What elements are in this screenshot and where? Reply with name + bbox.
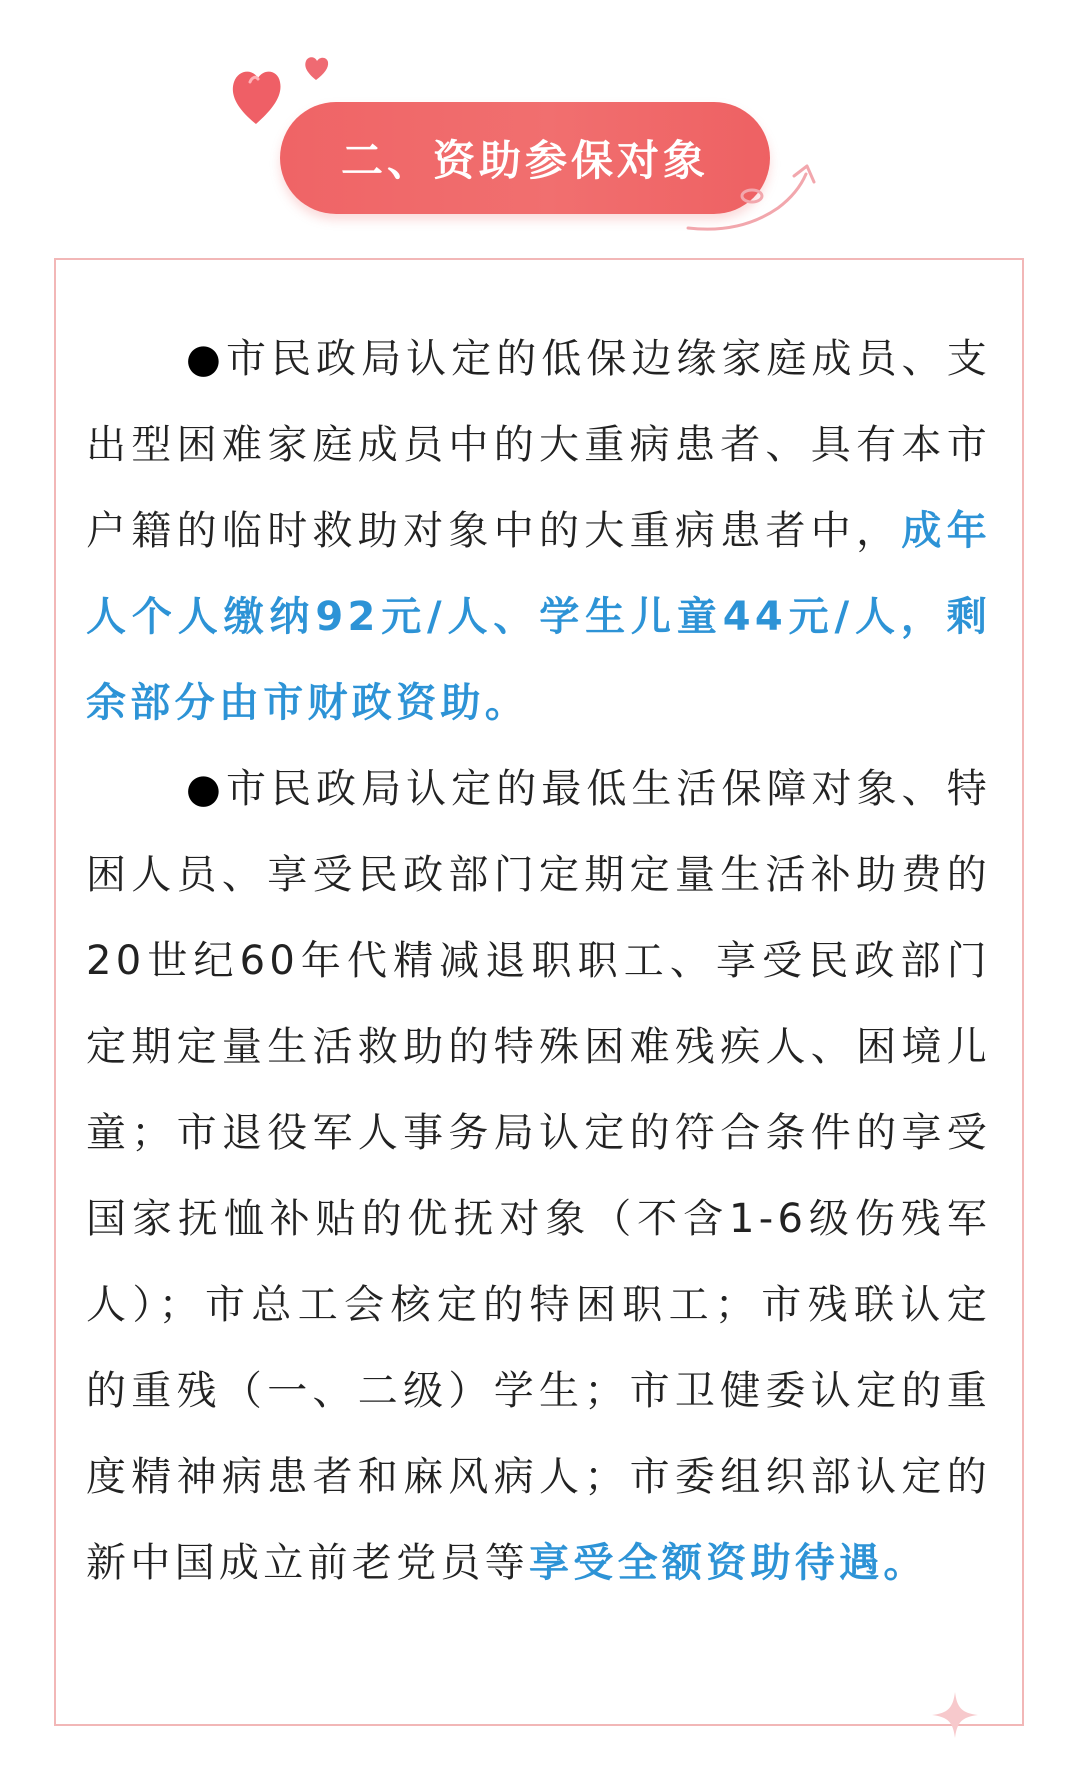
bullet: ● [186,766,226,812]
content-frame [54,258,1024,1726]
bullet: ● [186,336,226,382]
paragraph-text: 市民政局认定的最低生活保障对象、特困人员、享受民政部门定期定量生活补助费的20世纪60年代精减退职职工、享受民政部门定期定量生活救助的特殊困难残疾人、困境儿童；市退役军人事务局认定的符合条件的享受国家抚恤补贴的优抚对象（不含1-6级伤残军人）；市总工会核定的特困职工；市残联认定的重残（一、二级）学生；市卫健委认定的重度精神病患者和麻风病人；市委组织部认定的新中国成立前老党员等 [86,766,991,1586]
paragraph-text: 市民政局认定的低保边缘家庭成员、支出型困难家庭成员中的大重病患者、具有本市户籍的临时救助对象中的大重病患者中， [86,336,991,554]
highlight-text: 享受全额资助待遇。 [529,1540,928,1586]
section-title: 二、资助参保对象 [340,136,709,185]
paragraph-full-subsidy [86,746,991,1606]
sparkle-icon [930,1690,980,1740]
paragraph-low-income [86,316,991,746]
swirl-arrow-icon [682,148,832,238]
highlight-text: 成年人个人缴纳92元/人、学生儿童44元/人，剩余部分由市财政资助。 [86,508,991,726]
